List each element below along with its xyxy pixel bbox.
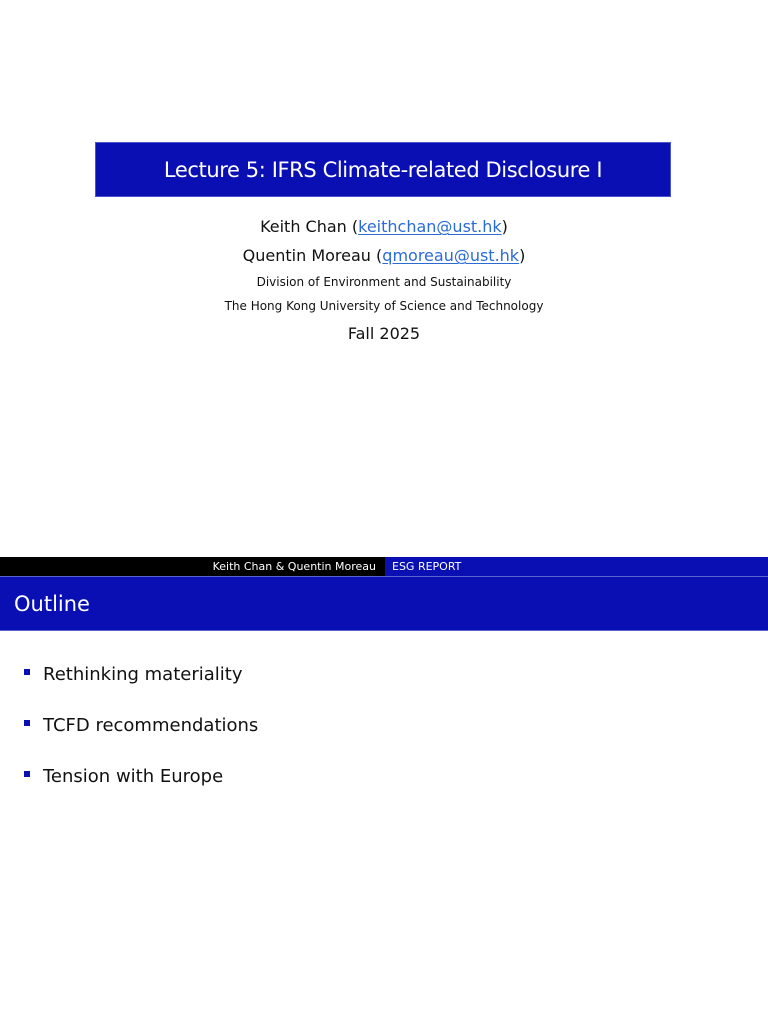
author-line-2: Quentin Moreau (qmoreau@ust.hk) bbox=[242, 246, 526, 265]
outline-title: Outline bbox=[14, 591, 90, 616]
outline-header-bar bbox=[0, 576, 768, 631]
bullet-square-icon bbox=[24, 669, 30, 675]
author-email-link-2[interactable]: qmoreau@ust.hk bbox=[382, 246, 520, 265]
bullet-square-icon bbox=[24, 771, 30, 777]
bullet-item bbox=[24, 661, 242, 687]
outline-slide bbox=[0, 557, 768, 1024]
bullet-text: Tension with Europe bbox=[43, 765, 224, 787]
lecture-title-banner bbox=[95, 142, 671, 197]
bullet-item bbox=[24, 712, 258, 738]
division-text: Division of Environment and Sustainability bbox=[256, 275, 512, 289]
author-name-1: Keith Chan bbox=[260, 217, 347, 236]
author-line-1: Keith Chan (keithchan@ust.hk) bbox=[260, 217, 508, 236]
term-text: Fall 2025 bbox=[347, 324, 421, 343]
footer-authors: Keith Chan & Quentin Moreau bbox=[0, 557, 385, 576]
bullet-text: Rethinking materiality bbox=[43, 663, 243, 685]
footer-course: ESG REPORT bbox=[385, 557, 768, 576]
university-text: The Hong Kong University of Science and Technology bbox=[224, 299, 544, 313]
slide-footer-bar bbox=[0, 557, 768, 576]
author-name-2: Quentin Moreau bbox=[242, 246, 371, 265]
bullet-item bbox=[24, 763, 223, 789]
bullet-square-icon bbox=[24, 720, 30, 726]
lecture-title: Lecture 5: IFRS Climate-related Disclosure I bbox=[163, 157, 603, 182]
author-email-link-1[interactable]: keithchan@ust.hk bbox=[358, 217, 502, 236]
bullet-text: TCFD recommendations bbox=[43, 714, 259, 736]
